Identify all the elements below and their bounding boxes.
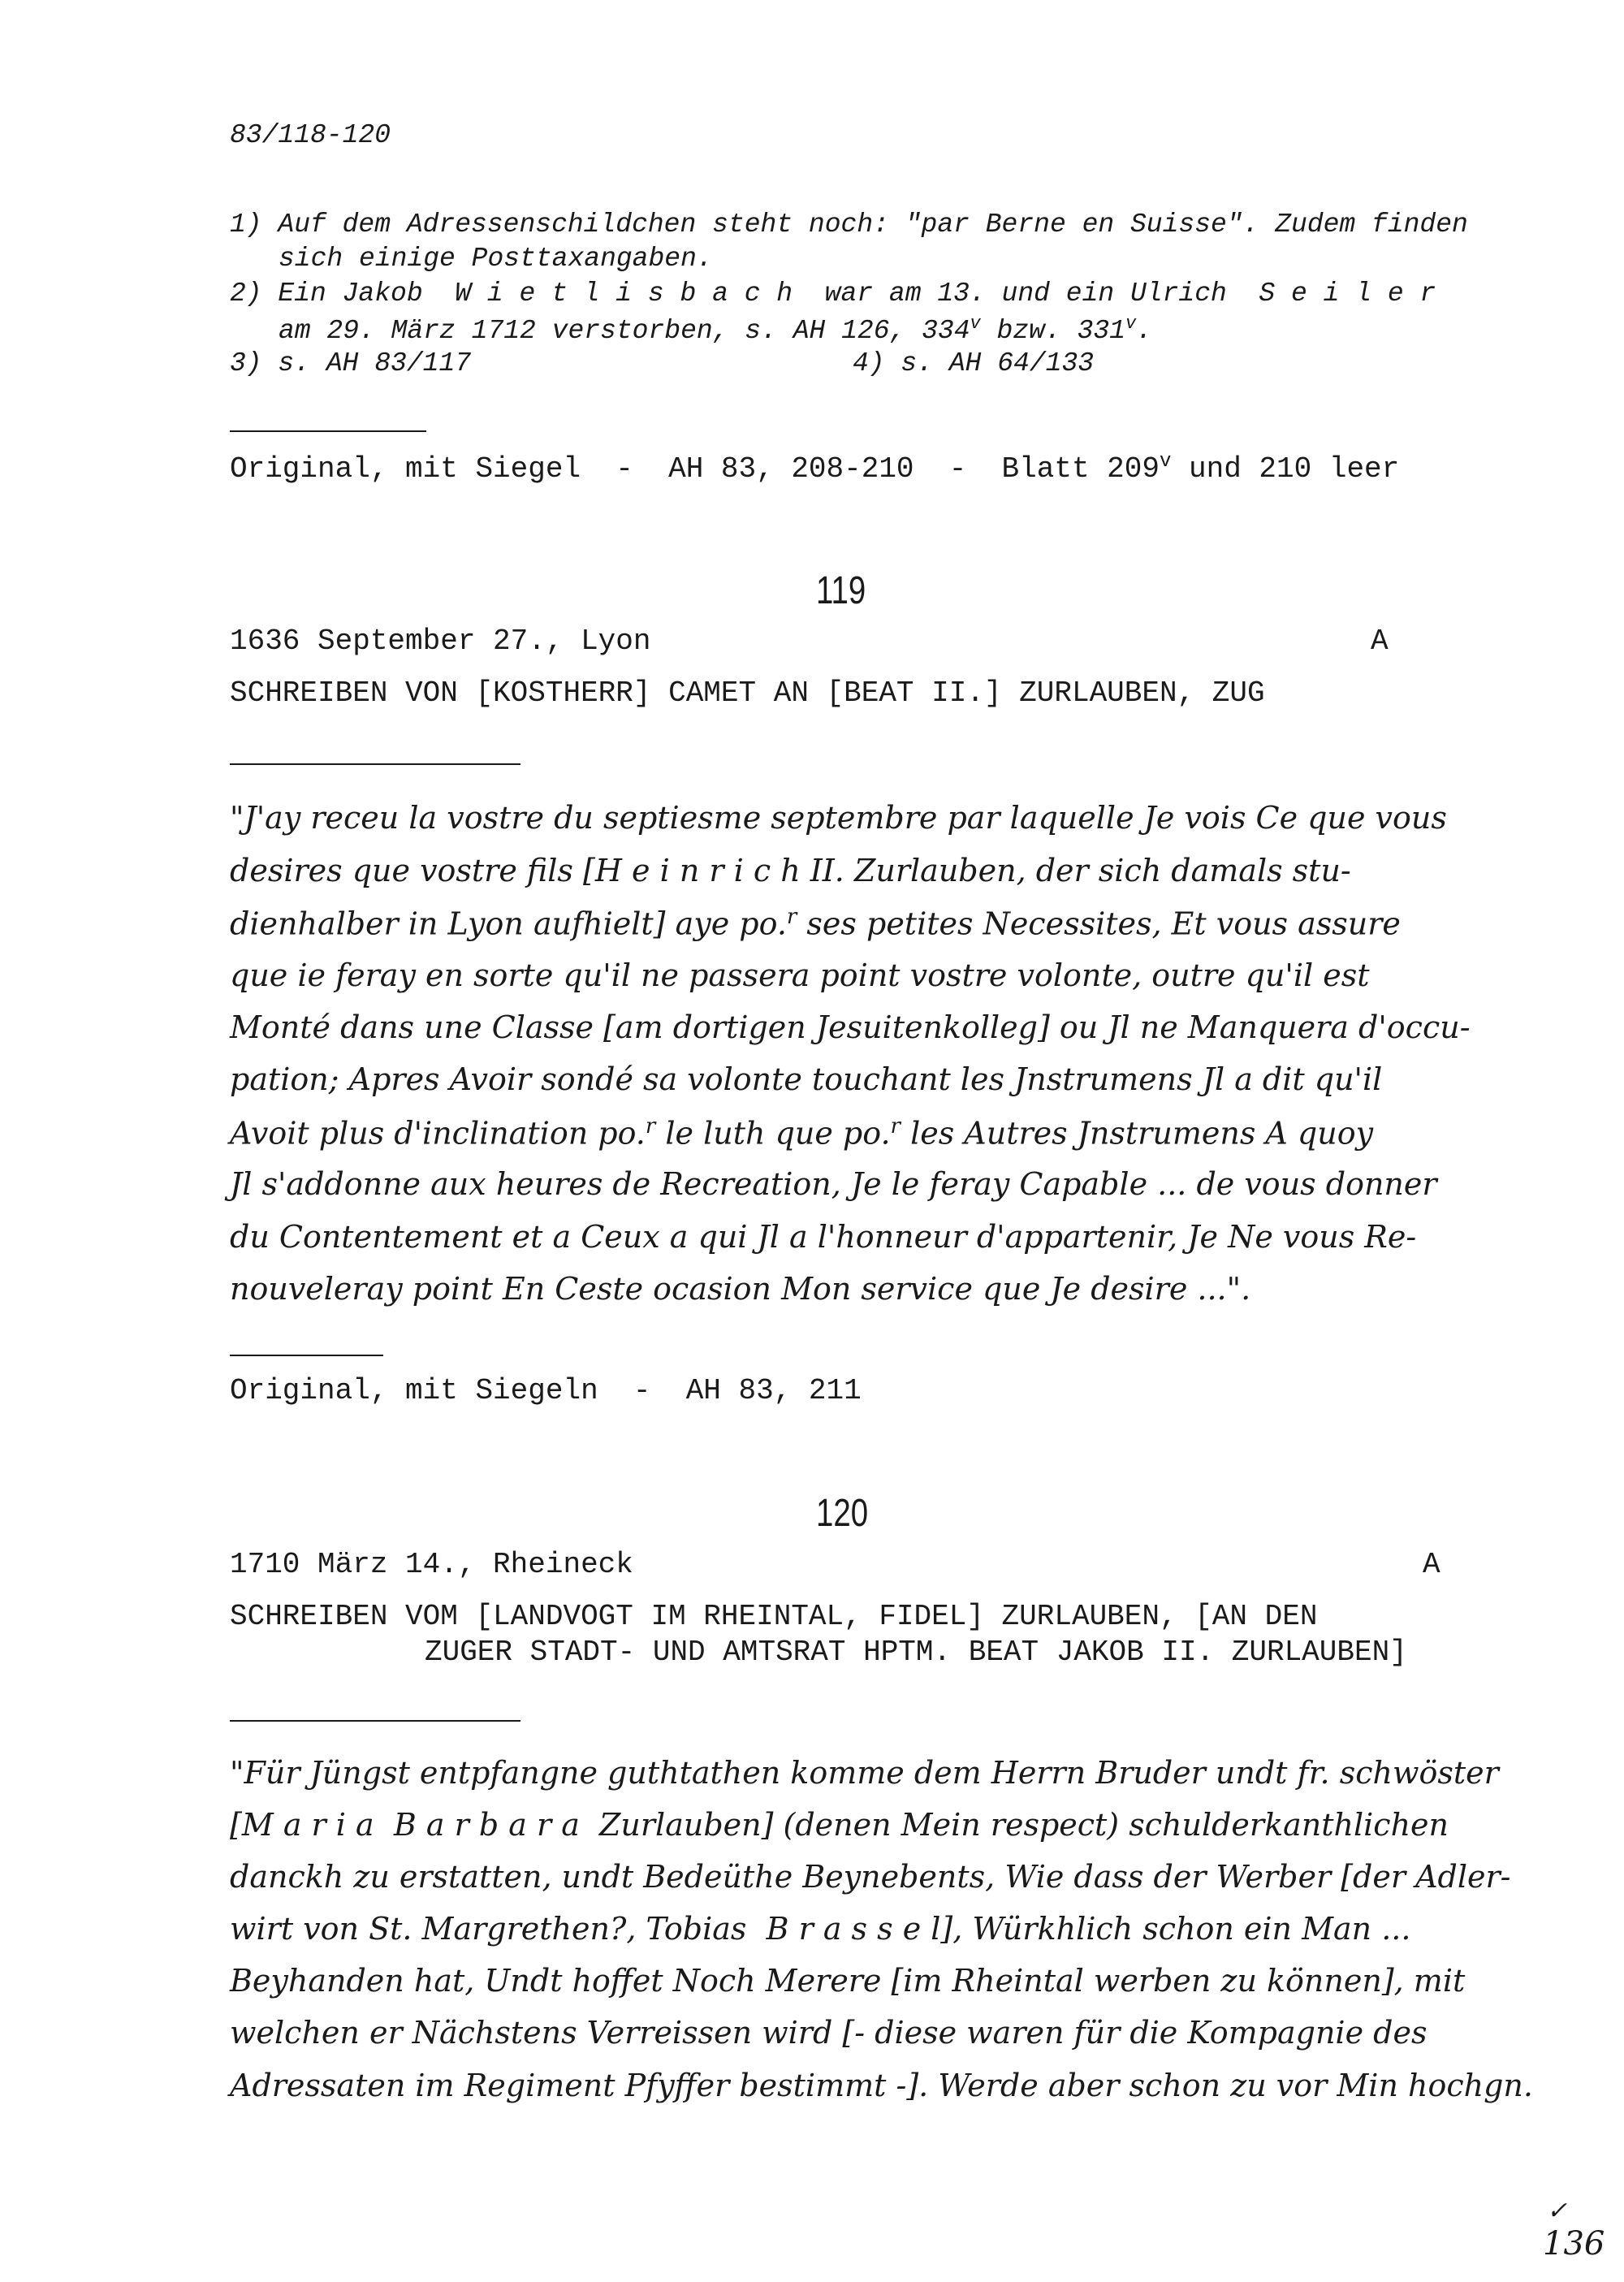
source-divider-119: [230, 1355, 383, 1356]
footnote-4: 4) s. AH 64/133: [853, 348, 1095, 378]
quote-119-line-10: nouveleray point En Ceste ocasion Mon service que Je desire ...".: [230, 1271, 1251, 1307]
document-120-marker: A: [1423, 1548, 1440, 1581]
quote-119-line-4: que ie feray en sorte qu'il ne passera point vostre volonte, outre qu'il est: [230, 957, 1370, 993]
quote-119-line-1: "J'ay receu la vostre du septiesme septembre par laquelle Je vois Ce que vous: [230, 800, 1447, 836]
quote-119-line-7: Avoit plus d'inclination po.$^r$ le luth que po.$^r$ les Autres Jnstrumens A quoy: [230, 1114, 1374, 1152]
quote-120-line-5: Beyhanden hat, Undt hoffet Noch Merere [im Rheintal werben zu können], mit: [230, 1963, 1466, 1999]
quote-119-line-5: Monté dans une Classe [am dortigen Jesuitenkolleg] ou Jl ne Manquera d'occu-: [230, 1009, 1471, 1045]
page-reference: 83/118-120: [230, 120, 391, 150]
quote-120-line-2: [M a r i a B a r b a r a Zurlauben] (denen Mein respect) schulderkanthlichen: [230, 1807, 1449, 1843]
document-number-119: 119: [816, 569, 866, 612]
quote-120-line-4: wirt von St. Margrethen?, Tobias B r a s s e l], Würkhlich schon ein Man ...: [230, 1911, 1411, 1947]
quote-119-line-6: pation; Apres Avoir sondé sa volonte touchant les Jnstrumens Jl a dit qu'il: [230, 1061, 1383, 1097]
document-120-date-place: 1710 März 14., Rheineck: [230, 1548, 633, 1581]
quote-119-line-3: dienhalber in Lyon aufhielt] aye po.$^r$ ses petites Necessites, Et vous assure: [230, 905, 1401, 942]
quote-120-line-1: "Für Jüngst entpfangne guthtathen komme dem Herrn Bruder undt fr. schwöster: [230, 1755, 1499, 1791]
check-mark: ✓: [1547, 2197, 1568, 2225]
quote-119-line-8: Jl s'addonne aux heures de Recreation, Je le feray Capable ... de vous donner: [230, 1166, 1437, 1202]
document-119-date-place: 1636 September 27., Lyon: [230, 625, 651, 658]
document-119-marker: A: [1371, 625, 1389, 658]
document-number-120: 120: [816, 1492, 869, 1535]
quote-divider-119: [230, 763, 520, 765]
footnote-2-line-2: am 29. März 1712 verstorben, s. AH 126, 334$^v$ bzw. 331$^v$.: [279, 313, 1152, 346]
document-119-title: SCHREIBEN VON [KOSTHERR] CAMET AN [BEAT II.] ZURLAUBEN, ZUG: [230, 676, 1265, 710]
quote-divider-120: [230, 1720, 520, 1722]
footnote-1-line-2: sich einige Posttaxangaben.: [279, 244, 713, 274]
source-note-119: Original, mit Siegeln - AH 83, 211: [230, 1374, 862, 1407]
source-divider-118: [230, 430, 426, 432]
quote-120-line-6: welchen er Nächstens Verreissen wird [- diese waren für die Kompagnie des: [230, 2015, 1427, 2051]
document-120-title-line-1: SCHREIBEN VOM [LANDVOGT IM RHEINTAL, FIDEL] ZURLAUBEN, [AN DEN: [230, 1600, 1318, 1633]
document-120-title-line-2: ZUGER STADT- UND AMTSRAT HPTM. BEAT JAKOB II. ZURLAUBEN]: [425, 1636, 1407, 1669]
footnote-1-line-1: 1) Auf dem Adressenschildchen steht noch: "par Berne en Suisse". Zudem finden: [230, 210, 1468, 240]
quote-119-line-9: du Contentement et a Ceux a qui Jl a l'honneur d'appartenir, Je Ne vous Re-: [230, 1219, 1417, 1255]
quote-120-line-7: Adressaten im Regiment Pfyffer bestimmt -]. Werde aber schon zu vor Min hochgn.: [230, 2068, 1533, 2103]
quote-120-line-3: danckh zu erstatten, undt Bedeüthe Beynebents, Wie dass der Werber [der Adler-: [230, 1859, 1511, 1895]
footnote-2-line-1: 2) Ein Jakob W i e t l i s b a c h war am 13. und ein Ulrich S e i l e r: [230, 279, 1436, 309]
footnote-3: 3) s. AH 83/117: [230, 348, 472, 378]
source-note-118: Original, mit Siegel - AH 83, 208-210 - Blatt 209$^v$ und 210 leer: [230, 451, 1400, 486]
handwritten-page-mark: 136: [1543, 2225, 1605, 2263]
quote-119-line-2: desires que vostre fils [H e i n r i c h II. Zurlauben, der sich damals stu-: [230, 853, 1351, 888]
